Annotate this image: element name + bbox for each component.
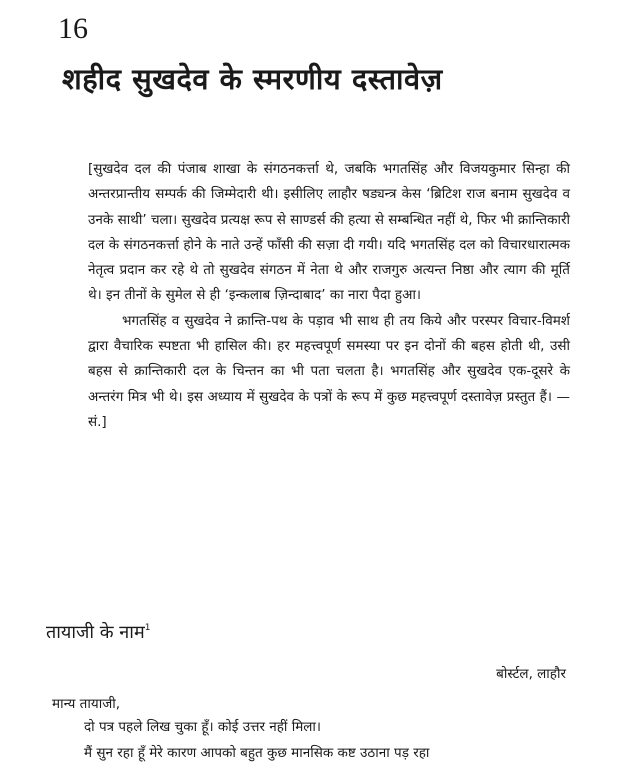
letter-salutation: मान्य तायाजी, <box>52 696 120 712</box>
editorial-introduction <box>88 157 570 435</box>
letter-heading-text: तायाजी के नाम <box>46 622 145 643</box>
intro-paragraph-1: [सुखदेव दल की पंजाब शाखा के संगठनकर्त्ता थे, जबकि भगतसिंह और विजयकुमार सिन्हा की अन्तरप्रान्तीय सम्पर्क की जिम्मेदारी थी। इसीलिए लाहौर षड्यन्त्र केस ‘ब्रिटिश राज बनाम सुखदेव व उनके साथी’ चला। सुखदेव प्रत्यक्ष रूप से साण्डर्स की हत्या से सम्बन्धित नहीं थे, फिर भी क्रान्तिकारी दल के संगठनकर्त्ता होने के नाते उन्हें फाँसी की सज़ा दी गयी। यदि भगतसिंह दल को विचारधारात्मक नेतृत्व प्रदान कर रहे थे तो सुखदेव संगठन में नेता थे और राजगुरु अत्यन्त निष्ठा और त्याग की मूर्ति थे। इन तीनों के सुमेल से ही ‘इन्कलाब ज़िन्दाबाद’ का नारा पैदा हुआ। <box>88 161 570 304</box>
letter-line: दो पत्र पहले लिख चुका हूँ। कोई उत्तर नहीं मिला। <box>84 719 322 735</box>
chapter-title: शहीद सुखदेव के स्मरणीय दस्तावेज़ <box>62 62 443 96</box>
letter-heading <box>46 620 150 644</box>
letter-place: बोर्स्टल, लाहौर <box>496 666 566 682</box>
letter-line: मैं सुन रहा हूँ मेरे कारण आपको बहुत कुछ मानसिक कष्ट उठाना पड़ रहा <box>84 745 430 761</box>
footnote-marker: 1 <box>144 623 151 633</box>
intro-paragraph-2: भगतसिंह व सुखदेव ने क्रान्ति-पथ के पड़ाव भी साथ ही तय किये और परस्पर विचार-विमर्श द्वारा वैचारिक स्पष्टता भी हासिल की। हर महत्त्वपूर्ण समस्या पर इन दोनों की बहस होती थी, उसी बहस से क्रान्तिकारी दल के चिन्तन का भी पता चलता है। भगतसिंह और सुखदेव एक-दूसरे के अन्तरंग मित्र भी थे। इस अध्याय में सुखदेव के पत्रों के रूप में कुछ महत्त्वपूर्ण दस्तावेज़ प्रस्तुत हैं। —सं.] <box>88 312 570 430</box>
letter-body <box>52 694 572 766</box>
chapter-number: 16 <box>58 12 88 45</box>
